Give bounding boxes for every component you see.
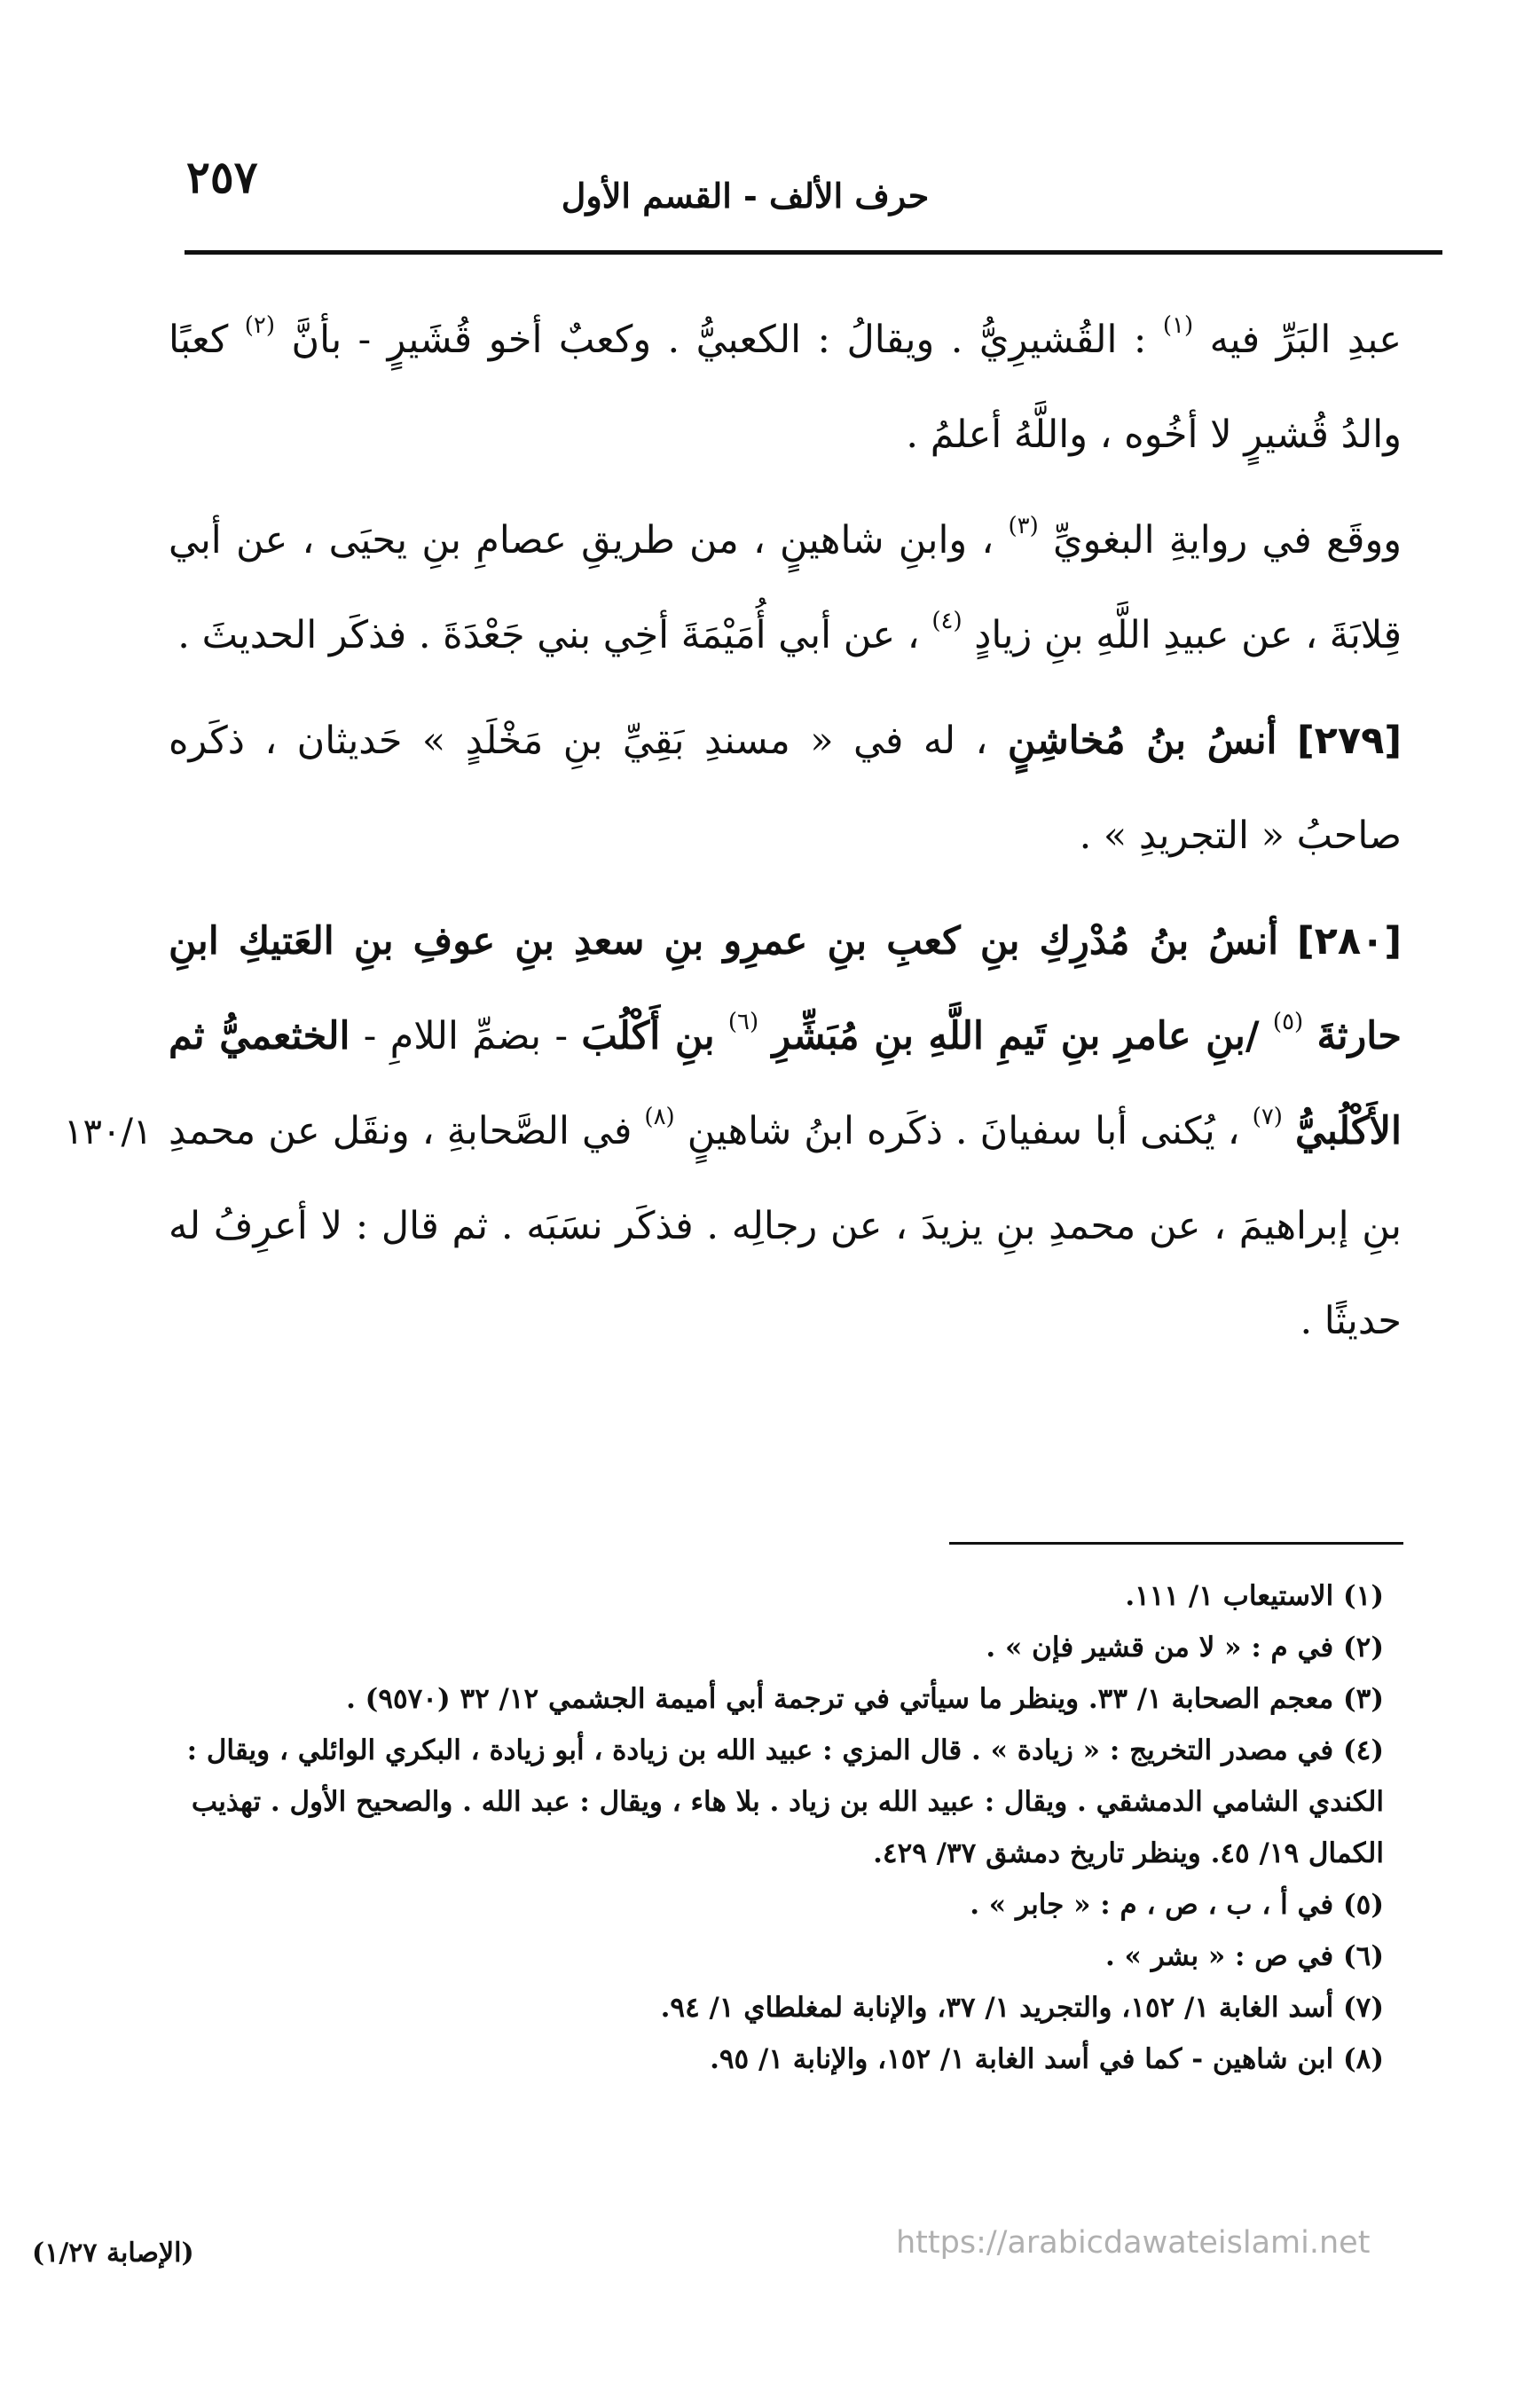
footnote-7: (٧) أسد الغابة ١/ ١٥٢، والتجريد ١/ ٣٧، والإنابة لمغلطاي ١/ ٩٤. (660, 1992, 1384, 2024)
entry-number: [٢٨٠] (1296, 919, 1402, 964)
text-segment: : القُشيرِيُّ . ويقالُ : الكعبيُّ . وكعبٌ أخو قُشَيرٍ - بأنَّ (291, 318, 1147, 362)
footnote-3: (٣) معجم الصحابة ١/ ٣٣. وينظر ما سيأتي في ترجمة أبي أميمة الجشمي ١٢/ ٣٢ (٩٥٧٠) . (346, 1683, 1384, 1715)
entry-279 (169, 694, 1402, 884)
margin-reference: ١٣٠/١ (64, 1112, 153, 1152)
entry-name-continued: /بنِ عامرِ بنِ تَيمِ اللَّهِ بنِ مُبَشِّرِ (772, 1014, 1260, 1058)
text-segment: - بضمِّ اللامِ - (363, 1014, 569, 1058)
footnotes (151, 1570, 1384, 2085)
watermark-url: https://arabicdawateislami.net (896, 2225, 1371, 2261)
text-segment: ، له في « مسندِ بَقِيِّ بنِ مَخْلَدٍ » حَديثان ، ذكَره صاحبُ « التجريدِ » . (169, 719, 1402, 858)
footnote-marker: (٢) (244, 312, 276, 339)
footnote-marker: (٤) (931, 608, 962, 634)
entry-name: أنسُ بنُ مُخاشِنٍ (1007, 719, 1277, 763)
entry-name: أنسُ بنُ مُدْرِكِ بنِ كعبِ بنِ عمرِو بنِ سعدِ بنِ عوفِ بنِ العَتيكِ ابنِ حارثةَ (169, 919, 1402, 1058)
text-segment: ، وابنِ شاهينٍ ، من طريقِ عصامِ بنِ يحيَى ، عن أبي قِلابَةَ ، عن عبيدِ اللَّهِ بنِ زيادٍ (169, 518, 1402, 657)
footnote-2: (٢) في م : « لا من قشير فإن » . (986, 1632, 1384, 1664)
paragraph-2 (169, 493, 1402, 683)
text-segment: كعبًا والدُ قُشيرٍ لا أخُوه ، واللَّهُ أعلمُ . (169, 318, 1402, 457)
entry-280 (169, 894, 1402, 1369)
text-segment: عبدِ البَرِّ فيه (1209, 318, 1402, 362)
page-number: ٢٥٧ (186, 151, 258, 203)
entry-name-continued: بنِ أَكْلُبَ (581, 1014, 715, 1058)
paragraph-1 (169, 293, 1402, 483)
footnote-5: (٥) في أ ، ب ، ص ، م : « جابر » . (970, 1889, 1384, 1921)
volume-page-reference: (الإصابة ١/٢٧) (32, 2238, 194, 2269)
footnote-marker: (٣) (1008, 513, 1039, 539)
text-segment: ، يُكنى أبا سفيانَ . ذكَره ابنُ شاهينٍ (687, 1109, 1240, 1153)
text-segment: في الصَّحابةِ ، ونقَل عن محمدِ بنِ إبراهيمَ ، عن محمدِ بنِ يزيدَ ، عن رجالِه . فذكَر نسَبَه . ثم قال : لا أعرِفُ له حديثًا . (169, 1109, 1402, 1343)
text-segment: ، عن أبي أُمَيْمَةَ أخِي بني جَعْدَةَ . فذكَر الحديثَ . (177, 613, 920, 657)
header-rule (185, 250, 1442, 255)
running-head: حرف الألف - القسم الأول (561, 176, 930, 216)
main-text (169, 293, 1402, 1380)
footnote-4: (٤) في مصدر التخريج : « زيادة » . قال المزي : عبيد الله بن زيادة ، أبو زيادة ، البكري الوائلي ، ويقال : الكندي الشامي الدمشقي . ويقال : عبيد الله بن زياد . بلا هاء ، ويقال : عبد الله . والصحيح الأول . تهذيب الكمال ١٩/ ٤٥. وينظر تاريخ دمشق ٣٧/ ٤٢٩. (186, 1734, 1384, 1869)
footnote-rule (949, 1542, 1403, 1545)
footnote-marker: (٦) (727, 1009, 759, 1035)
footnote-1: (١) الاستيعاب ١/ ١١١. (1125, 1580, 1384, 1612)
footnote-6: (٦) في ص : « بشر » . (1104, 1940, 1384, 1972)
footnote-marker: (٧) (1252, 1104, 1283, 1130)
entry-number: [٢٧٩] (1296, 719, 1402, 763)
footnote-marker: (١) (1162, 312, 1194, 339)
entry-name-continued: الخثعميُّ ثم الأَكْلُبيُّ (169, 1014, 1402, 1153)
text-segment: ووقَع في روايةِ البغويِّ (1052, 518, 1402, 562)
footnote-marker: (٥) (1272, 1009, 1304, 1035)
footnote-8: (٨) ابن شاهين - كما في أسد الغابة ١/ ١٥٢، والإنابة ١/ ٩٥. (710, 2043, 1384, 2075)
footnote-marker: (٨) (644, 1104, 675, 1130)
